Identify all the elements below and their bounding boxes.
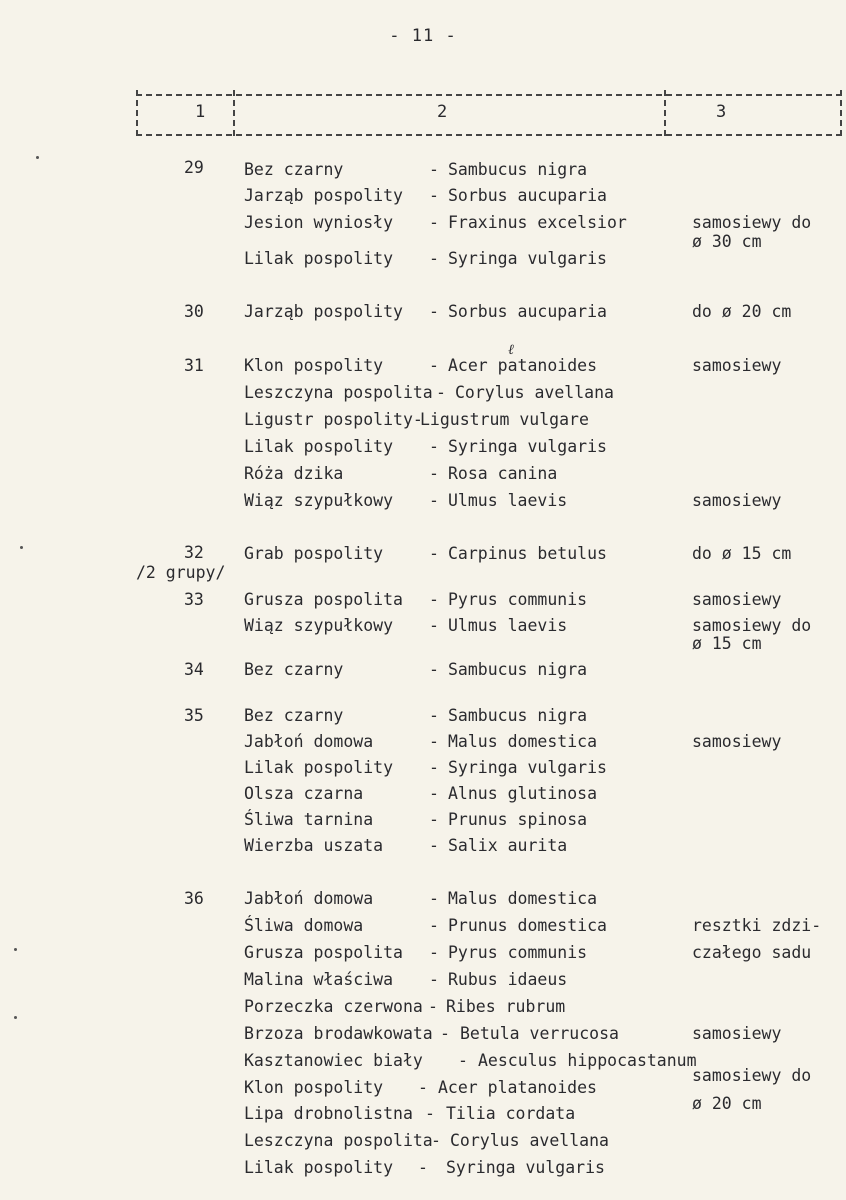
dash: - xyxy=(429,943,439,962)
dash: - xyxy=(418,1078,428,1097)
remark: samosiewy xyxy=(692,1024,782,1043)
species-polish: Lipa drobnolistna xyxy=(244,1104,413,1123)
species-latin: Aesculus hippocastanum xyxy=(478,1051,697,1070)
species-polish: Wiąz szypułkowy xyxy=(244,616,394,635)
entry-number: 34 xyxy=(184,660,204,679)
species-latin: Acer patanoides xyxy=(448,356,598,375)
remark: samosiewy xyxy=(692,590,782,609)
dash: - xyxy=(418,1158,428,1177)
species-latin: Alnus glutinosa xyxy=(448,784,598,803)
species-latin: Sorbus aucuparia xyxy=(448,186,607,205)
species-polish: Grusza pospolita xyxy=(244,943,403,962)
dash: - xyxy=(429,758,439,777)
dash: - xyxy=(429,970,439,989)
species-latin: Betula verrucosa xyxy=(460,1024,619,1043)
species-latin: Fraxinus excelsior xyxy=(448,213,627,232)
dash: - xyxy=(429,249,439,268)
dash: - xyxy=(429,186,439,205)
dash: - xyxy=(425,1104,435,1123)
species-polish: Róża dzika xyxy=(244,464,344,483)
species-polish: Klon pospolity xyxy=(244,1078,384,1097)
species-latin: Prunus spinosa xyxy=(448,810,588,829)
species-latin: Rubus idaeus xyxy=(448,970,568,989)
remark: ø 30 cm xyxy=(692,232,762,251)
header-col-1: 1 xyxy=(195,102,206,122)
species-polish: Bez czarny xyxy=(244,160,344,179)
species-latin: Syringa vulgaris xyxy=(446,1158,605,1177)
species-polish: Lilak pospolity xyxy=(244,249,394,268)
species-latin: Corylus avellana xyxy=(455,383,614,402)
species-latin: Syringa vulgaris xyxy=(448,758,607,777)
species-polish: Leszczyna pospolita xyxy=(244,383,433,402)
species-latin: Malus domestica xyxy=(448,732,598,751)
dash: - xyxy=(429,544,439,563)
entry-number: 30 xyxy=(184,302,204,321)
header-divider xyxy=(840,90,842,136)
species-polish: Jabłoń domowa xyxy=(244,732,374,751)
species-polish: Klon pospolity xyxy=(244,356,384,375)
header-divider xyxy=(136,90,138,136)
species-latin: Malus domestica xyxy=(448,889,598,908)
dash: - xyxy=(429,437,439,456)
dash: - xyxy=(440,1024,450,1043)
handwritten-correction: ℓ xyxy=(508,342,514,358)
species-latin: Carpinus betulus xyxy=(448,544,607,563)
species-latin: Sorbus aucuparia xyxy=(448,302,607,321)
dash: - xyxy=(429,810,439,829)
page-number: - 11 - xyxy=(389,26,457,46)
entry-note: /2 grupy/ xyxy=(136,563,226,582)
dash: - xyxy=(429,916,439,935)
species-polish: Kasztanowiec biały xyxy=(244,1051,423,1070)
header-col-3: 3 xyxy=(716,102,727,122)
remark: samosiewy do xyxy=(692,213,812,232)
species-polish: Olsza czarna xyxy=(244,784,364,803)
entry-number: 32 xyxy=(184,543,204,562)
species-polish: Malina właściwa xyxy=(244,970,394,989)
header-divider xyxy=(664,90,666,136)
remark: czałego sadu xyxy=(692,943,812,962)
remark: resztki zdzi- xyxy=(692,916,822,935)
species-polish: Jarząb pospolity xyxy=(244,186,403,205)
dash: - xyxy=(428,997,438,1016)
header-divider xyxy=(233,90,235,136)
entry-number: 31 xyxy=(184,356,204,375)
remark: samosiewy do xyxy=(692,616,812,635)
scan-speck xyxy=(36,156,39,159)
species-latin: Sambucus nigra xyxy=(448,706,588,725)
remark: samosiewy xyxy=(692,732,782,751)
dash: - xyxy=(429,356,439,375)
entry-number: 35 xyxy=(184,706,204,725)
remark: do ø 15 cm xyxy=(692,544,792,563)
remark: ø 15 cm xyxy=(692,634,762,653)
species-latin: Ulmus laevis xyxy=(448,616,568,635)
remark: samosiewy xyxy=(692,356,782,375)
species-polish: Porzeczka czerwona xyxy=(244,997,423,1016)
dash: - xyxy=(429,302,439,321)
remark: ø 20 cm xyxy=(692,1094,762,1113)
dash: - xyxy=(429,213,439,232)
remark: samosiewy xyxy=(692,491,782,510)
dash: - xyxy=(431,1131,441,1150)
species-latin: Salix aurita xyxy=(448,836,568,855)
dash: - xyxy=(458,1051,468,1070)
dash: - xyxy=(429,784,439,803)
species-latin: Pyrus communis xyxy=(448,590,588,609)
species-latin: Prunus domestica xyxy=(448,916,607,935)
dash: - xyxy=(429,160,439,179)
dash: - xyxy=(429,616,439,635)
dash: - xyxy=(429,889,439,908)
species-latin: Ulmus laevis xyxy=(448,491,568,510)
species-latin: Acer platanoides xyxy=(438,1078,597,1097)
species-latin: Tilia cordata xyxy=(446,1104,576,1123)
table-header xyxy=(136,94,842,136)
species-latin: Rosa canina xyxy=(448,464,558,483)
dash: - xyxy=(429,836,439,855)
entry-number: 29 xyxy=(184,158,204,177)
species-polish: Grusza pospolita xyxy=(244,590,403,609)
dash: - xyxy=(429,464,439,483)
species-polish: Leszczyna pospolita xyxy=(244,1131,433,1150)
remark: samosiewy do xyxy=(692,1066,812,1085)
species-polish: Wierzba uszata xyxy=(244,836,384,855)
species-polish: Lilak pospolity xyxy=(244,1158,394,1177)
species-latin: Syringa vulgaris xyxy=(448,249,607,268)
species-polish: Brzoza brodawkowata xyxy=(244,1024,433,1043)
header-col-2: 2 xyxy=(437,102,448,122)
species-polish: Bez czarny xyxy=(244,660,344,679)
species-polish: Jarząb pospolity xyxy=(244,302,403,321)
species-latin: Corylus avellana xyxy=(450,1131,609,1150)
species-latin: Ribes rubrum xyxy=(446,997,566,1016)
species-latin: Sambucus nigra xyxy=(448,660,588,679)
species-latin: Ligustrum vulgare xyxy=(420,410,589,429)
species-polish: Śliwa domowa xyxy=(244,916,364,935)
scan-speck xyxy=(14,948,17,951)
species-polish: Jabłoń domowa xyxy=(244,889,374,908)
scan-speck xyxy=(14,1016,17,1019)
species-polish: Bez czarny xyxy=(244,706,344,725)
remark: do ø 20 cm xyxy=(692,302,792,321)
dash: - xyxy=(429,706,439,725)
species-polish: Ligustr pospolity- xyxy=(244,410,423,429)
species-polish: Lilak pospolity xyxy=(244,437,394,456)
entry-number: 36 xyxy=(184,889,204,908)
species-polish: Jesion wyniosły xyxy=(244,213,394,232)
species-polish: Grab pospolity xyxy=(244,544,384,563)
scan-speck xyxy=(20,546,23,549)
dash: - xyxy=(429,660,439,679)
species-latin: Pyrus communis xyxy=(448,943,588,962)
species-latin: Sambucus nigra xyxy=(448,160,588,179)
species-polish: Lilak pospolity xyxy=(244,758,394,777)
dash: - xyxy=(436,383,446,402)
entry-number: 33 xyxy=(184,590,204,609)
dash: - xyxy=(429,590,439,609)
dash: - xyxy=(429,491,439,510)
species-latin: Syringa vulgaris xyxy=(448,437,607,456)
species-polish: Śliwa tarnina xyxy=(244,810,374,829)
species-polish: Wiąz szypułkowy xyxy=(244,491,394,510)
dash: - xyxy=(429,732,439,751)
